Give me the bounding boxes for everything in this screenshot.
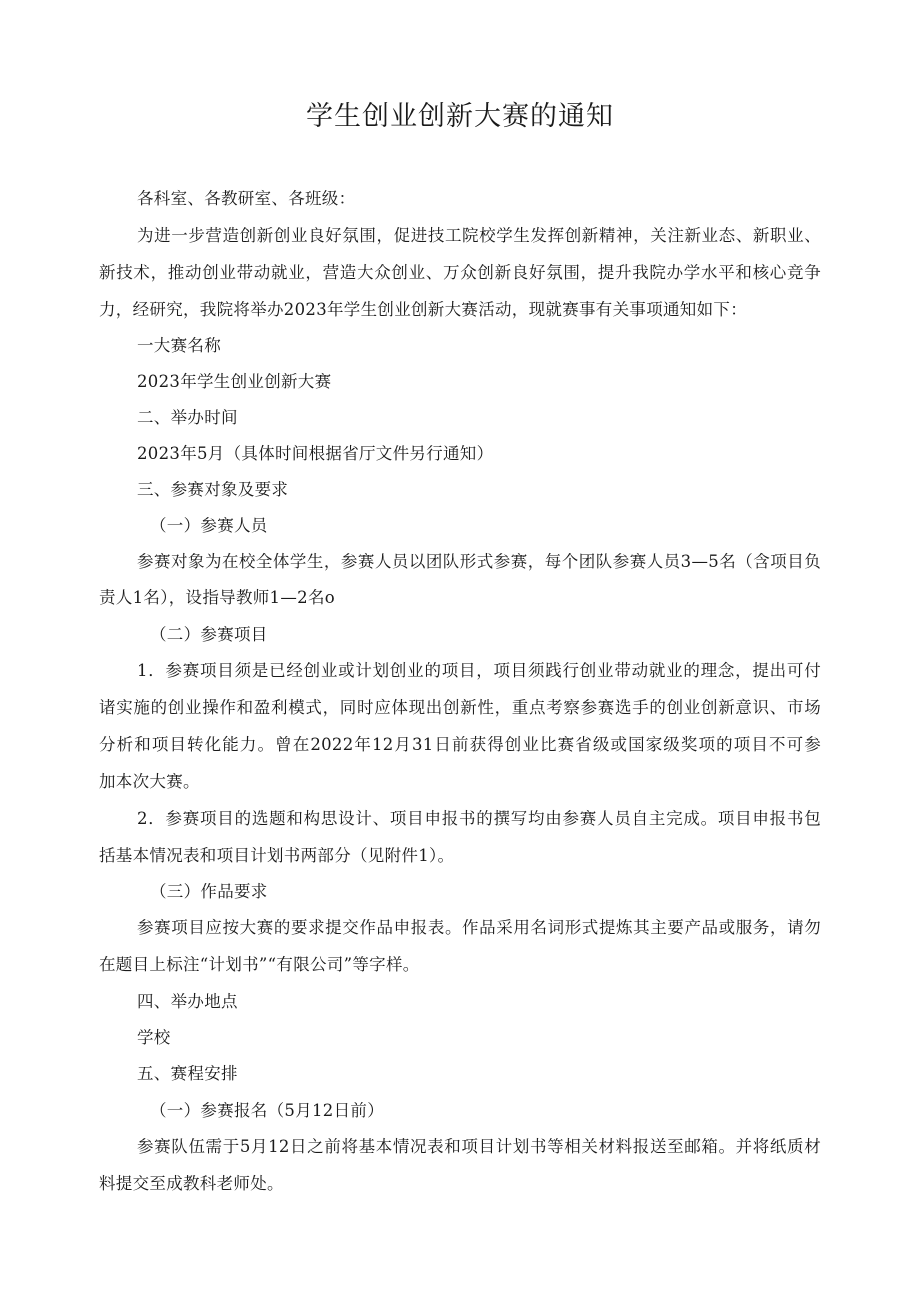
section-3-1-body-line-1: 参赛对象为在校全体学生，参赛人员以团队形式参赛，每个团队参赛人员3—5名（含项目负 [137,552,821,571]
item-1-line-3: 分析和项目转化能力。曾在2022年12月31日前获得创业比赛省级或国家级奖项的项目不可参 [99,735,821,754]
section-5-1-body-line-2: 料提交至成教科老师处。 [99,1174,284,1193]
section-5-heading: 五、赛程安排 [137,1064,238,1083]
item-1-line-2: 诸实施的创业操作和盈利模式，同时应体现出创新性，重点考察参赛选手的创业创新意识、市场 [99,698,821,717]
section-3-3-body-line-2: 在题目上标注“计划书”“有限公司”等字样。 [99,955,420,974]
section-3-1-body-line-2: 责人1名），设指导教师1—2名o [99,588,335,607]
item-2-line-1: 2．参赛项目的选题和构思设计、项目申报书的撰写均由参赛人员自主完成。项目申报书包 [137,809,821,828]
item-1-line-1: 1．参赛项目须是已经创业或计划创业的项目，项目须践行创业带动就业的理念，提出可付 [137,661,821,680]
section-1-body: 2023年学生创业创新大赛 [137,372,332,391]
section-3-1-heading: （一）参赛人员 [150,516,268,535]
intro-line-2: 新技术，推动创业带动就业，营造大众创业、万众创新良好氛围，提升我院办学水平和核心竞争 [99,263,821,282]
section-3-3-heading: （三）作品要求 [150,882,268,901]
section-3-heading: 三、参赛对象及要求 [137,480,289,499]
section-2-body: 2023年5月（具体时间根据省厅文件另行通知） [137,444,494,463]
section-3-3-body-line-1: 参赛项目应按大赛的要求提交作品申报表。作品采用名词形式提炼其主要产品或服务，请勿 [137,918,821,937]
intro-line-3: 力，经研究，我院将举办2023年学生创业创新大赛活动，现就赛事有关事项通知如下： [99,300,747,319]
document-title: 学生创业创新大赛的通知 [306,101,614,132]
section-2-heading: 二、举办时间 [137,408,238,427]
section-5-1-heading: （一）参赛报名（5月12日前） [150,1101,384,1120]
intro-line-1: 为进一步营造创新创业良好氛围，促进技工院校学生发挥创新精神，关注新业态、新职业、 [137,226,821,245]
section-4-body: 学校 [137,1028,171,1047]
section-4-heading: 四、举办地点 [137,992,238,1011]
item-1-line-4: 加本次大赛。 [99,772,200,791]
section-3-2-heading: （二）参赛项目 [150,625,268,644]
section-5-1-body-line-1: 参赛队伍需于5月12日之前将基本情况表和项目计划书等相关材料报送至邮箱。并将纸质材 [137,1137,821,1156]
section-1-heading: 一大赛名称 [137,336,221,355]
salutation: 各科室、各教研室、各班级： [137,189,356,208]
item-2-line-2: 括基本情况表和项目计划书两部分（见附件1）。 [99,846,455,865]
